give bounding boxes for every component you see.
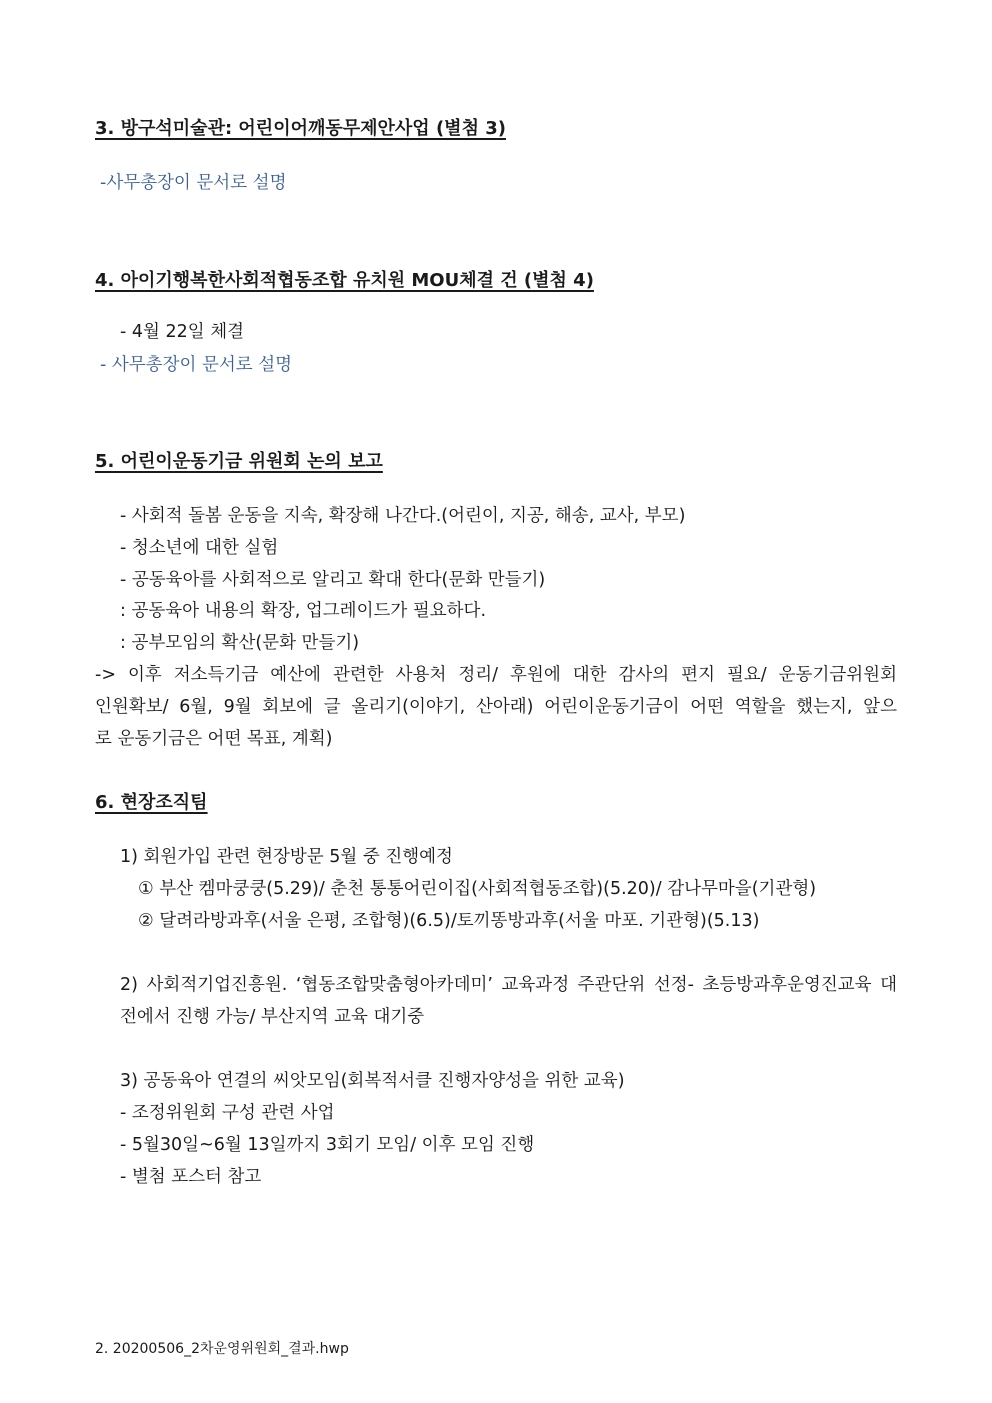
section-4-note: - 사무총장이 문서로 설명 [100, 355, 293, 375]
section-6-item-2-line: 2) 사회적기업진흥원. ‘협동조합맞춤형아카데미’ 교육과정 주관단위 선정- 초등방과후운영진교육 대 [120, 975, 897, 995]
section-6-heading: 6. 현장조직팀 [95, 792, 208, 813]
section-5-heading: 5. 어린이운동기금 위원회 논의 보고 [95, 451, 383, 472]
section-6-item-2-line: 전에서 진행 가능/ 부산지역 교육 대기중 [120, 1007, 425, 1027]
section-5-item: - 사회적 돌봄 운동을 지속, 확장해 나간다.(어린이, 지공, 해송, 교사, 부모) [120, 506, 686, 526]
section-4-heading: 4. 아이기행복한사회적협동조합 유치원 MOU체결 건 (별첨 4) [95, 270, 594, 291]
section-4-item: - 4월 22일 체결 [120, 322, 245, 342]
section-5-item: - 공동육아를 사회적으로 알리고 확대 한다(문화 만들기) [120, 570, 546, 590]
section-6-item-1-title: 1) 회원가입 관련 현장방문 5월 중 진행예정 [120, 847, 453, 867]
section-6-item-3-sub: - 5월30일~6월 13일까지 3회기 모임/ 이후 모임 진행 [120, 1135, 535, 1155]
section-6-item-3-title: 3) 공동육아 연결의 씨앗모임(회복적서클 진행자양성을 위한 교육) [120, 1071, 625, 1091]
section-6-item-3-sub: - 별첨 포스터 참고 [120, 1167, 262, 1187]
section-6-item-1-sub: ② 달려라방과후(서울 은평, 조합형)(6.5)/토끼똥방과후(서울 마포. 기관형)(5.13) [138, 911, 760, 931]
footer-filename: 2. 20200506_2차운영위원회_결과.hwp [95, 1341, 349, 1357]
section-3-heading: 3. 방구석미술관: 어린이어깨동무제안사업 (별첨 3) [95, 118, 506, 139]
section-5-followup-line: 로 운동기금은 어떤 목표, 계획) [95, 729, 333, 749]
section-5-followup-line: 인원확보/ 6월, 9월 회보에 글 올리기(이야기, 산아래) 어린이운동기금이 어떤 역할을 했는지, 앞으 [95, 697, 897, 717]
section-5-followup-line: -> 이후 저소득기금 예산에 관련한 사용처 정리/ 후원에 대한 감사의 편지 필요/ 운동기금위원회 [95, 665, 897, 685]
section-5-item: - 청소년에 대한 실험 [120, 538, 279, 558]
section-5-item: : 공동육아 내용의 확장, 업그레이드가 필요하다. [120, 601, 487, 621]
section-6-item-1-sub: ① 부산 켐마쿵쿵(5.29)/ 춘천 통통어린이집(사회적협동조합)(5.20)/ 감나무마을(기관형) [138, 879, 817, 899]
section-6-item-3-sub: - 조정위원회 구성 관련 사업 [120, 1103, 335, 1123]
section-3-note: -사무총장이 문서로 설명 [100, 173, 287, 193]
section-5-item: : 공부모임의 확산(문화 만들기) [120, 633, 360, 653]
